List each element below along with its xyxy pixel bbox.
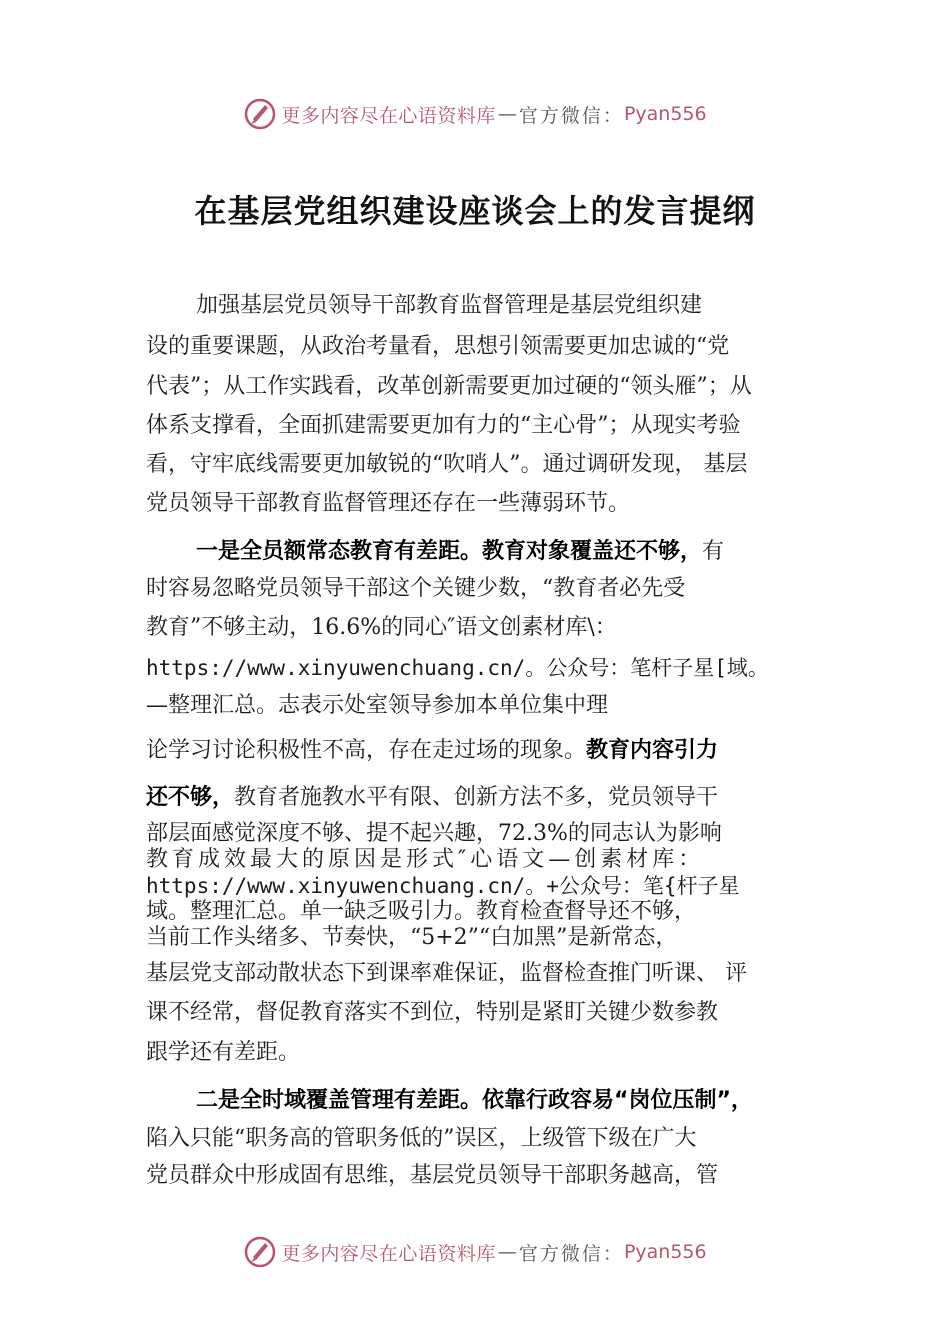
paragraph-line [196,1087,753,1115]
paragraph-line: 设的重要课题，从政治考量看，思想引领需要更加忠诚的“党 [146,334,730,359]
banner-text: 更多内容尽在心语资料库 [281,1242,496,1265]
paragraph-line: 加强基层党员领导干部教育监督管理是基层党组织建 [196,293,703,318]
paragraph-line: https://www.xinyuwenchuang.cn/。公众号：笔杆子星[域。 [146,656,769,680]
paragraph-line: 党员领导干部教育监督管理还存在一些薄弱环节。 [146,491,631,516]
banner-wechat-id: Pyan556 [623,103,707,125]
banner-text: 更多内容尽在心语资料库 [281,104,496,127]
paragraph-line: 体系支撑看，全面抓建需要更加有力的“主心骨”；从现实考验 [146,413,741,438]
paragraph-line: 域。整理汇总。单一缺乏吸引力。教育检查督导还不够， [146,899,697,924]
document-title: 在基层党组织建设座谈会上的发言提纲 [194,192,756,230]
paragraph-line: —整理汇总。志表示处室领导参加本单位集中理 [146,693,609,718]
brand-logo-icon [243,97,277,131]
paragraph-line: 教育成效最大的原因是形式″心语文—创素材库： [146,847,705,872]
paragraph-line: 党员群众中形成固有思维，基层党员领导干部职务越高，管 [146,1163,719,1188]
paragraph-line: 陷入只能“职务高的管职务低的”误区，上级管下级在广大 [146,1126,697,1151]
paragraph-line: 课不经常，督促教育落实不到位，特别是紧盯关键少数参教 [146,1000,719,1025]
paragraph-line: https://www.xinyuwenchuang.cn/。+公众号：笔{杆子星 [146,874,740,898]
banner-separator: — [497,103,517,125]
paragraph-line: 论学习讨论积极性不高，存在走过场的现象。教育内容引力 [146,738,719,763]
paragraph-line: 当前工作头绪多、节奏快，“5+2”“白加黑”是新常态， [146,925,678,950]
brand-logo-icon [243,1235,277,1269]
header-banner [0,94,950,134]
bold-phrase: 还不够， [146,785,235,810]
footer-banner [0,1232,950,1272]
section-heading: 一是全员额常态教育有差距。教育对象覆盖还不够， [196,539,703,564]
paragraph-line: 看，守牢底线需要更加敏锐的“吹哨人”。通过调研发现， 基层 [146,452,748,477]
bold-phrase: 教育内容引力 [586,738,719,763]
paragraph-line: 代表”；从工作实践看，改革创新需要更加过硬的“领头雁”；从 [146,374,752,399]
paragraph-line: 部层面感觉深度不够、提不起兴趣，72.3%的同志认为影响 [146,821,722,846]
paragraph-line: 时容易忽略党员领导干部这个关键少数，“教育者必先受 [146,576,686,601]
paragraph-line: 基层党支部动散状态下到课率难保证，监督检查推门听课、 评 [146,961,747,986]
banner-wechat-label: 官方微信： [518,1242,624,1265]
paragraph-line: 跟学还有差距。 [146,1040,301,1065]
paragraph-line: 还不够，教育者施教水平有限、创新方法不多，党员领导干 [146,785,719,810]
paragraph-line: 一是全员额常态教育有差距。教育对象覆盖还不够，有 [196,539,725,564]
section-heading: 二是全时域覆盖管理有差距。依靠行政容易“岗位压制”， [196,1088,753,1113]
banner-wechat-label: 官方微信： [518,104,624,127]
banner-wechat-id: Pyan556 [623,1241,707,1263]
paragraph-line: 教育”不够主动，16.6%的同心″语文创素材库\： [146,615,617,640]
banner-separator: — [497,1241,517,1263]
